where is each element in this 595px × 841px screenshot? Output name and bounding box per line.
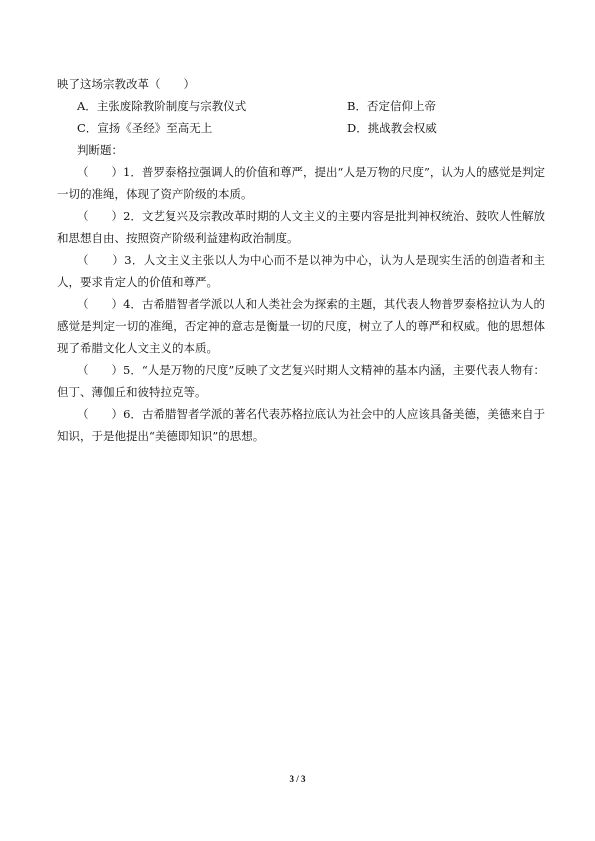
item-text: 普罗泰格拉强调人的价值和尊严，提出“人是万物的尺度”，认为人的感觉是判定一切的准绳，体现了资产阶级的本质。 [57,165,545,201]
options-row-1 [77,95,545,117]
item-number: 2． [123,209,142,223]
tf-item-3 [57,249,545,293]
option-d-letter: D． [347,121,368,135]
tf-item-6 [57,403,545,447]
question-tail: 映了这场宗教改革（ ） [57,77,195,91]
answer-blank: （ ） [77,407,124,421]
tf-item-5 [57,359,545,403]
item-number: 6． [123,407,142,421]
answer-blank: （ ） [77,297,124,311]
answer-blank: （ ） [77,253,125,267]
item-number: 3． [124,253,144,267]
item-text: “人是万物的尺度”反映了文艺复兴时期人文精神的基本内涵，主要代表人物有：但丁、薄伽丘和彼特拉克等。 [57,363,545,399]
option-d-text: 挑战教会权威 [367,121,437,135]
item-text: 文艺复兴及宗教改革时期的人文主义的主要内容是批判神权统治、鼓吹人性解放和思想自由、按照资产阶级利益建构政治制度。 [57,209,546,245]
option-b-letter: B． [347,99,367,113]
section-title-true-false: 判断题： [77,143,123,157]
option-a-text: 主张废除教阶制度与宗教仪式 [96,99,247,113]
option-c [77,117,347,139]
item-number: 5． [123,363,142,377]
tf-item-1 [57,161,545,205]
tf-item-4 [57,293,545,359]
option-a-letter: A． [77,99,97,113]
option-a [77,95,347,117]
option-d [347,117,545,139]
item-number: 4． [123,297,142,311]
item-text: 古希腊智者学派的著名代表苏格拉底认为社会中的人应该具备美德，美德来自于知识，于是他提出“美德即知识”的思想。 [57,407,546,443]
answer-options [57,95,545,139]
document-body [57,73,545,447]
option-b [347,95,545,117]
item-text: 古希腊智者学派以人和人类社会为探索的主题，其代表人物普罗泰格拉认为人的感觉是判定一切的准绳，否定神的意志是衡量一切的尺度，树立了人的尊严和权威。他的思想体现了希腊文化人文主义的本质。 [57,297,546,355]
option-c-letter: C． [77,121,98,135]
answer-blank: （ ） [77,363,124,377]
tf-item-2 [57,205,545,249]
options-row-2 [77,117,545,139]
option-c-text: 宣扬《圣经》至高无上 [97,121,213,135]
item-number: 1． [123,165,142,179]
item-text: 人文主义主张以人为中心而不是以神为中心，认为人是现实生活的创造者和主人，要求肯定人的价值和尊严。 [57,253,545,289]
answer-blank: （ ） [77,165,124,179]
page-number: 3 / 3 [289,774,306,784]
option-b-text: 否定信仰上帝 [366,99,436,113]
answer-blank: （ ） [77,209,124,223]
